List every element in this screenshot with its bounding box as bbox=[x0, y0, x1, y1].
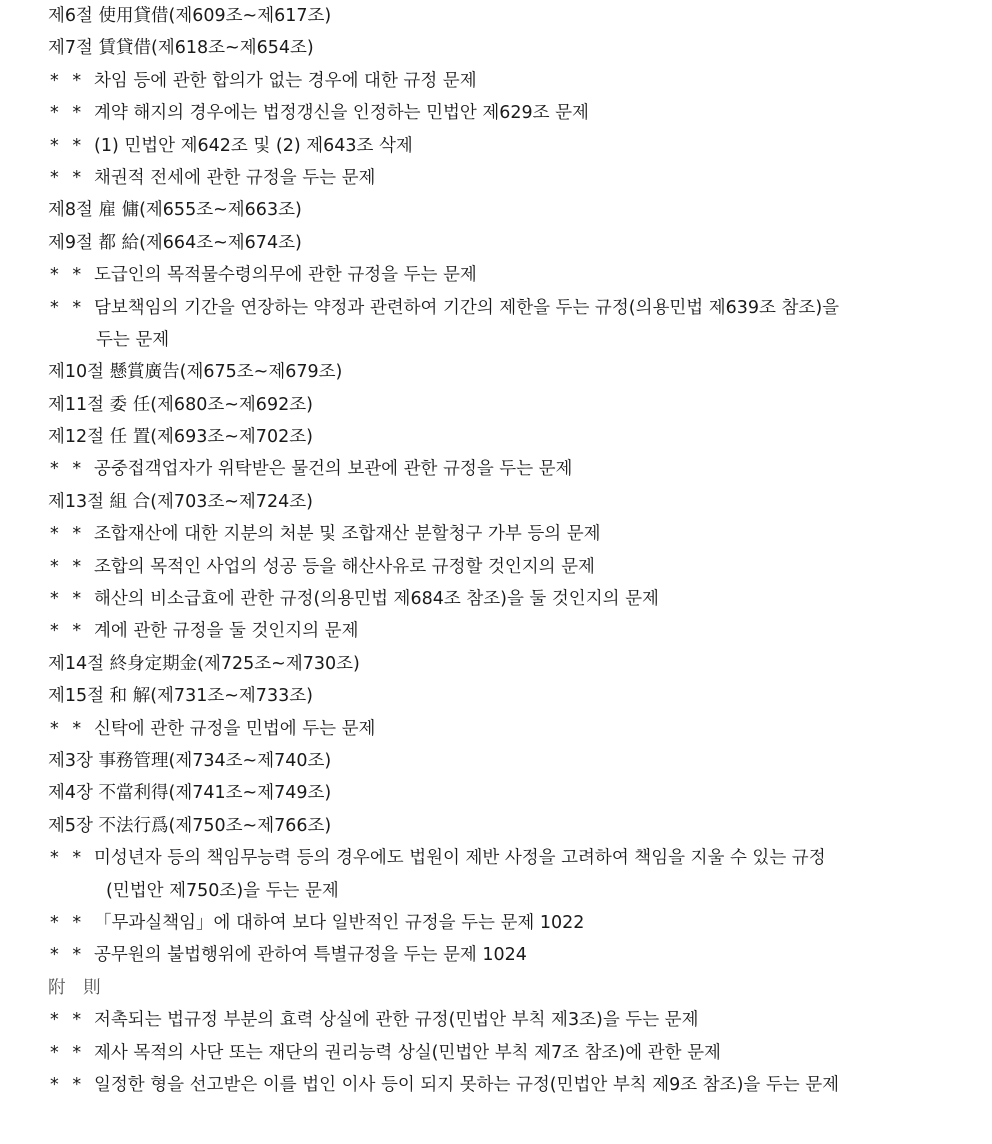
bullet-mark: * * bbox=[50, 1042, 86, 1063]
list-item-text: 도급인의 목적물수령의무에 관한 규정을 두는 문제 bbox=[94, 265, 477, 286]
bullet-mark: * * bbox=[50, 621, 86, 642]
list-item bbox=[0, 842, 992, 874]
chapter-heading: 제5장 不法行爲(제750조~제766조) bbox=[48, 815, 332, 836]
bullet-mark: * * bbox=[50, 524, 86, 545]
bullet-mark: * * bbox=[50, 718, 86, 739]
bullet-mark: * * bbox=[50, 167, 86, 188]
list-item-text: 차임 등에 관한 합의가 없는 경우에 대한 규정 문제 bbox=[94, 70, 477, 91]
bullet-mark: * * bbox=[50, 297, 86, 318]
list-item bbox=[0, 551, 992, 583]
list-item-text: 제사 목적의 사단 또는 재단의 권리능력 상실(민법안 부칙 제7조 참조)에 관한 문제 bbox=[94, 1042, 721, 1063]
list-item bbox=[0, 907, 992, 939]
list-item-text: 조합재산에 대한 지분의 처분 및 조합재산 분할청구 가부 등의 문제 bbox=[94, 524, 601, 545]
list-item bbox=[0, 518, 992, 550]
section-heading: 제13절 組 合(제703조~제724조) bbox=[48, 491, 313, 512]
section-heading: 제8절 雇 傭(제655조~제663조) bbox=[48, 200, 302, 221]
section-heading: 제12절 任 置(제693조~제702조) bbox=[48, 427, 313, 448]
list-item bbox=[0, 65, 992, 97]
list-item-text: 공중접객업자가 위탁받은 물건의 보관에 관한 규정을 두는 문제 bbox=[94, 459, 573, 480]
chapter-heading: 제4장 不當利得(제741조~제749조) bbox=[48, 783, 332, 804]
section-heading: 제6절 使用貸借(제609조~제617조) bbox=[48, 6, 332, 26]
list-item-text: 계약 해지의 경우에는 법정갱신을 인정하는 민법안 제629조 문제 bbox=[94, 103, 589, 124]
list-item bbox=[0, 259, 992, 291]
list-item bbox=[0, 130, 992, 162]
section-heading: 제7절 賃貸借(제618조~제654조) bbox=[48, 38, 314, 59]
bullet-mark: * * bbox=[50, 459, 86, 480]
bullet-mark: * * bbox=[50, 70, 86, 91]
list-item bbox=[0, 1069, 992, 1101]
bullet-mark: * * bbox=[50, 103, 86, 124]
list-item-text: 계에 관한 규정을 둘 것인지의 문제 bbox=[94, 621, 359, 642]
list-item-text: (1) 민법안 제642조 및 (2) 제643조 삭제 bbox=[94, 135, 413, 156]
bullet-mark: * * bbox=[50, 848, 86, 869]
list-item-text: 「무과실책임」에 대하여 보다 일반적인 규정을 두는 문제 1022 bbox=[94, 912, 585, 933]
list-item bbox=[0, 162, 992, 194]
list-item bbox=[0, 1004, 992, 1036]
bullet-mark: * * bbox=[50, 135, 86, 156]
list-item bbox=[0, 939, 992, 971]
section-heading: 제14절 終身定期金(제725조~제730조) bbox=[48, 653, 360, 674]
section-heading: 제15절 和 解(제731조~제733조) bbox=[48, 686, 313, 707]
list-item-text: 신탁에 관한 규정을 민법에 두는 문제 bbox=[94, 718, 376, 739]
list-item-text: 공무원의 불법행위에 관하여 특별규정을 두는 문제 1024 bbox=[94, 945, 527, 966]
bullet-mark: * * bbox=[50, 1010, 86, 1031]
list-item-text: 담보책임의 기간을 연장하는 약정과 관련하여 기간의 제한을 두는 규정(의용민법 제639조 참조)을 bbox=[94, 297, 840, 318]
list-item bbox=[0, 615, 992, 647]
list-item bbox=[0, 583, 992, 615]
bullet-mark: * * bbox=[50, 945, 86, 966]
list-item-text: 일정한 형을 선고받은 이를 법인 이사 등이 되지 못하는 규정(민법안 부칙 제9조 참조)을 두는 문제 bbox=[94, 1074, 840, 1095]
list-item bbox=[0, 292, 992, 324]
section-heading: 제11절 委 任(제680조~제692조) bbox=[48, 394, 313, 415]
chapter-heading: 제3장 事務管理(제734조~제740조) bbox=[48, 750, 332, 771]
list-item bbox=[0, 713, 992, 745]
list-item-text: 미성년자 등의 책임무능력 등의 경우에도 법원이 제반 사정을 고려하여 책임을 지울 수 있는 규정 bbox=[94, 848, 826, 869]
bullet-mark: * * bbox=[50, 556, 86, 577]
list-item bbox=[0, 453, 992, 485]
bullet-mark: * * bbox=[50, 912, 86, 933]
section-heading: 제10절 懸賞廣告(제675조~제679조) bbox=[48, 362, 343, 383]
list-item bbox=[0, 1037, 992, 1069]
bullet-mark: * * bbox=[50, 1074, 86, 1095]
list-item-text: 조합의 목적인 사업의 성공 등을 해산사유로 규정할 것인지의 문제 bbox=[94, 556, 595, 577]
list-item-text: 저촉되는 법규정 부분의 효력 상실에 관한 규정(민법안 부칙 제3조)을 두는 문제 bbox=[94, 1010, 699, 1031]
appendix-heading: 附 則 bbox=[48, 977, 107, 998]
list-item-continuation: 두는 문제 bbox=[96, 329, 170, 350]
bullet-mark: * * bbox=[50, 265, 86, 286]
list-item-continuation: (민법안 제750조)을 두는 문제 bbox=[106, 880, 339, 901]
list-item-text: 해산의 비소급효에 관한 규정(의용민법 제684조 참조)을 둘 것인지의 문제 bbox=[94, 589, 659, 610]
list-item-text: 채권적 전세에 관한 규정을 두는 문제 bbox=[94, 167, 376, 188]
list-item bbox=[0, 97, 992, 129]
section-heading: 제9절 都 給(제664조~제674조) bbox=[48, 232, 302, 253]
bullet-mark: * * bbox=[50, 589, 86, 610]
